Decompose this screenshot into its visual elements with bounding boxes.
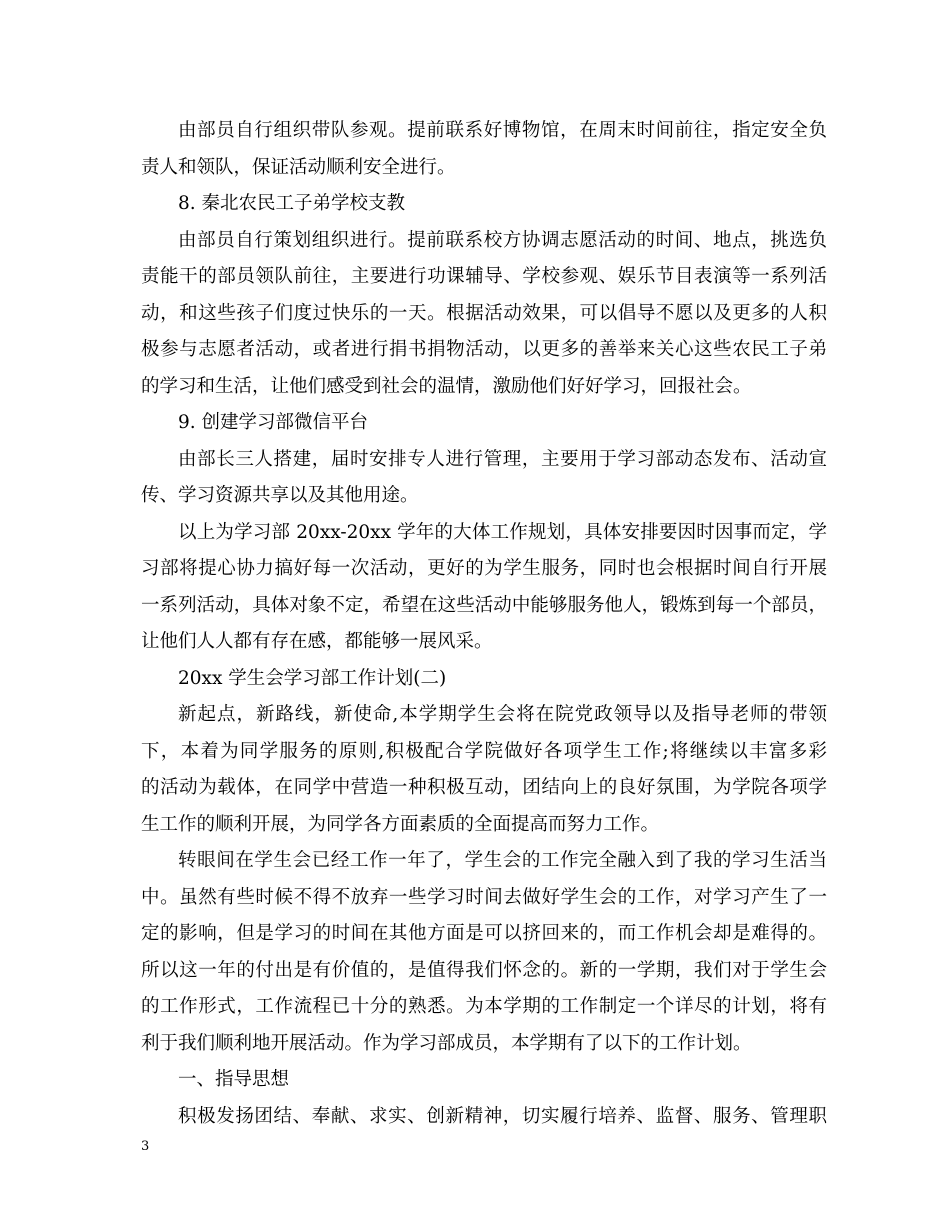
text-line: 20xx 学生会学习部工作计划(二) [178,667,447,689]
text-line: 习部将提心协力搞好每一次活动，更好的为学生服务，同时也会根据时间自行开展 [141,558,827,579]
text-line: 由部员自行组织带队参观。提前联系好博物馆，在周末时间前往，指定安全负 [178,120,827,141]
page-number: 3 [141,1139,150,1154]
text-line: 中。虽然有些时候不得不放弃一些学习时间去做好学生会的工作，对学习产生了一 [141,886,827,908]
document-body [141,113,827,1135]
text-line: 的工作形式，工作流程已十分的熟悉。为本学期的工作制定一个详尽的计划，将有 [141,996,827,1017]
text-line: 一、指导思想 [178,1069,290,1090]
text-line: 积极发扬团结、奉献、求实、创新精神，切实履行培养、监督、服务、管理职 [178,1105,827,1127]
text-line: 以上为学习部 20xx-20xx 学年的大体工作规划，具体安排要因时因事而定，学 [178,521,827,543]
text-line: 生工作的顺利开展，为同学各方面素质的全面提高而努力工作。 [141,813,660,835]
text-line: 责能干的部员领队前往，主要进行功课辅导、学校参观、娱乐节目表演等一系列活 [141,266,827,287]
text-line: 由部员自行策划组织进行。提前联系校方协调志愿活动的时间、地点，挑选负 [178,229,827,251]
text-line: 定的影响，但是学习的时间在其他方面是可以挤回来的，而工作机会却是难得的。 [141,923,827,944]
text-line: 8. 秦北农民工子弟学校支教 [178,193,406,214]
text-line: 由部长三人搭建，届时安排专人进行管理，主要用于学习部动态发布、活动宣 [178,448,827,470]
text-line: 的活动为载体，在同学中营造一种积极互动，团结向上的良好氛围，为学院各项学 [141,777,827,798]
text-line: 转眼间在学生会已经工作一年了，学生会的工作完全融入到了我的学习生活当 [178,850,827,871]
text-line: 一系列活动，具体对象不定，希望在这些活动中能够服务他人，锻炼到每一个部员， [141,594,827,616]
text-line: 的学习和生活，让他们感受到社会的温情，激励他们好好学习，回报社会。 [141,375,752,397]
text-line: 新起点，新路线，新使命,本学期学生会将在院党政领导以及指导老师的带领 [178,704,827,725]
text-line: 让他们人人都有存在感，都能够一展风采。 [141,631,493,652]
text-line: 利于我们顺利地开展活动。作为学习部成员，本学期有了以下的工作计划。 [141,1032,752,1054]
text-line: 责人和领队，保证活动顺利安全进行。 [141,156,456,178]
text-line: 9. 创建学习部微信平台 [178,412,369,433]
text-line: 所以这一年的付出是有价值的，是值得我们怀念的。新的一学期，我们对于学生会 [141,959,827,981]
text-line: 极参与志愿者活动，或者进行捐书捐物活动，以更多的善举来关心这些农民工子弟 [141,339,827,360]
text-line: 动，和这些孩子们度过快乐的一天。根据活动效果，可以倡导不愿以及更多的人积 [141,302,827,324]
text-line: 下，本着为同学服务的原则,积极配合学院做好各项学生工作;将继续以丰富多彩 [141,740,827,762]
text-line: 传、学习资源共享以及其他用途。 [141,485,419,506]
